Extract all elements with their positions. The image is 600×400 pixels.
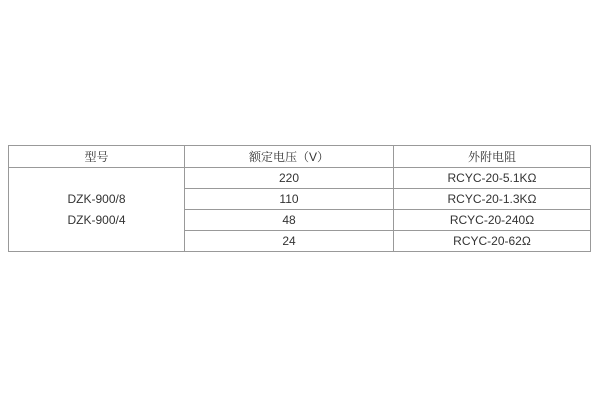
header-external-resistor: 外附电阻 (394, 146, 591, 168)
voltage-cell: 110 (185, 189, 394, 210)
resistor-cell: RCYC-20-240Ω (394, 210, 591, 231)
model-cell (9, 168, 185, 252)
header-rated-voltage: 额定电压（V） (185, 146, 394, 168)
header-row (9, 146, 591, 168)
header-model: 型号 (9, 146, 185, 168)
voltage-cell: 220 (185, 168, 394, 189)
voltage-cell: 24 (185, 231, 394, 252)
spec-table (8, 145, 591, 252)
spec-table-container (8, 145, 590, 252)
table-row (9, 168, 591, 189)
resistor-cell: RCYC-20-1.3KΩ (394, 189, 591, 210)
model-name-2: DZK-900/4 (67, 212, 126, 227)
model-name-1: DZK-900/8 (67, 191, 126, 206)
resistor-cell: RCYC-20-62Ω (394, 231, 591, 252)
voltage-cell: 48 (185, 210, 394, 231)
resistor-cell: RCYC-20-5.1KΩ (394, 168, 591, 189)
